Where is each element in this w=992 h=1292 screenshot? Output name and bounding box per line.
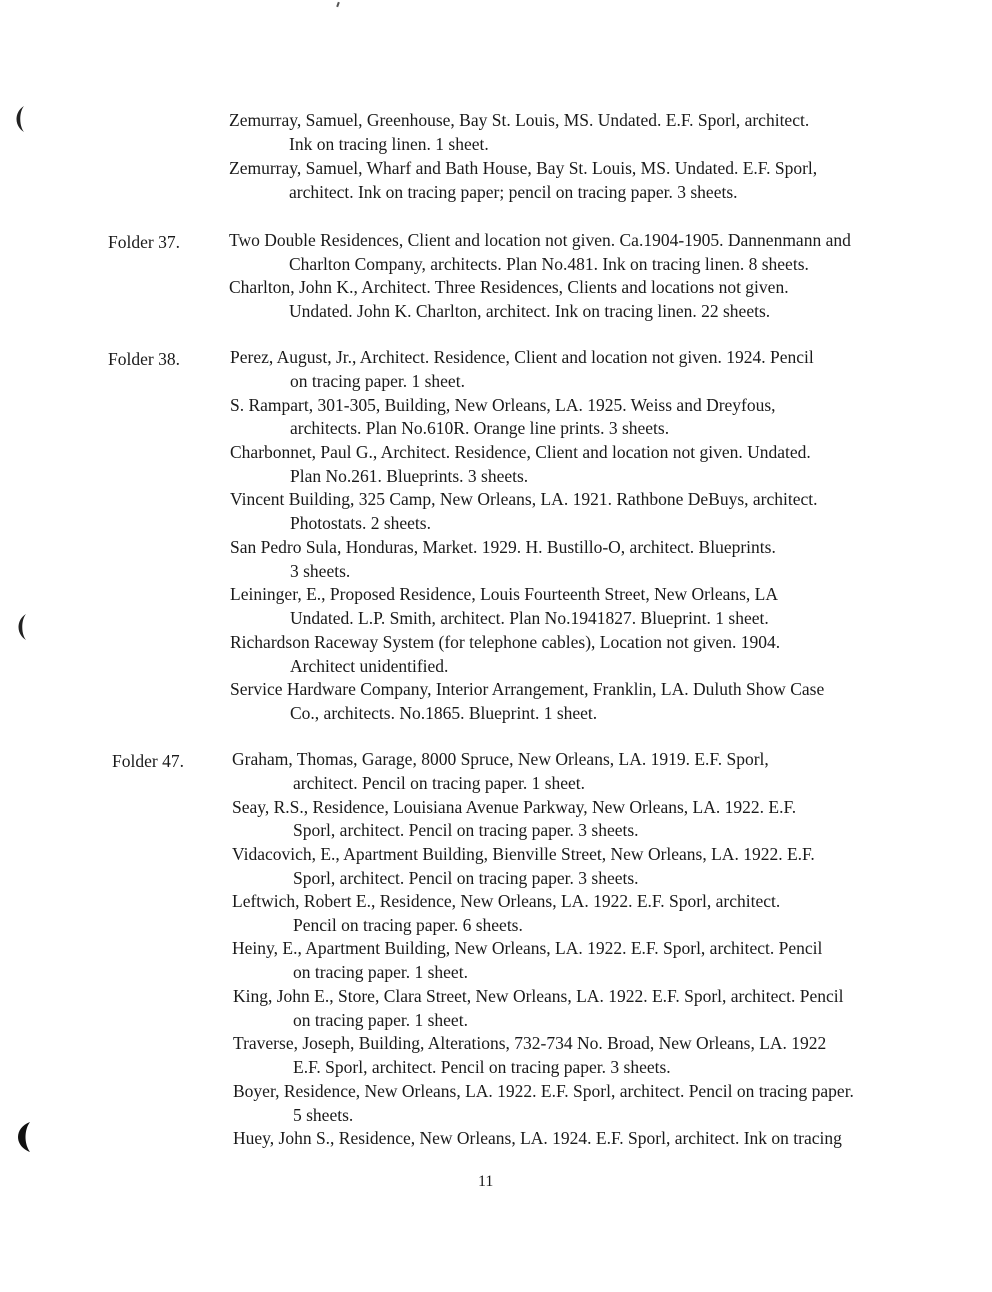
- entry-line: Charlton, John K., Architect. Three Residences, Clients and locations not given.: [229, 277, 789, 297]
- entry-line: Two Double Residences, Client and location not given. Ca.1904-1905. Dannenmann and: [229, 230, 851, 250]
- entry-line: Sporl, architect. Pencil on tracing paper. 3 sheets.: [293, 868, 639, 888]
- entry-line: Undated. John K. Charlton, architect. Ink on tracing linen. 22 sheets.: [289, 301, 771, 321]
- entry-line: Pencil on tracing paper. 6 sheets.: [293, 915, 523, 935]
- entry-line: Huey, John S., Residence, New Orleans, LA. 1924. E.F. Sporl, architect. Ink on tracing: [233, 1128, 842, 1148]
- punch-hole-mark-top: [10, 104, 28, 134]
- entry-line: on tracing paper. 1 sheet.: [290, 371, 465, 391]
- entry-line: Vincent Building, 325 Camp, New Orleans, LA. 1921. Rathbone DeBuys, architect.: [230, 489, 818, 509]
- entry-line: Heiny, E., Apartment Building, New Orleans, LA. 1922. E.F. Sporl, architect. Pencil: [232, 938, 823, 958]
- page-number: 11: [478, 1173, 494, 1190]
- entry-line: Traverse, Joseph, Building, Alterations, 732-734 No. Broad, New Orleans, LA. 1922: [233, 1033, 827, 1053]
- entry-line: on tracing paper. 1 sheet.: [293, 1010, 468, 1030]
- entry-line: Richardson Raceway System (for telephone cables), Location not given. 1904.: [230, 632, 781, 652]
- entry-line: Vidacovich, E., Apartment Building, Bienville Street, New Orleans, LA. 1922. E.F.: [232, 844, 815, 864]
- entry-line: E.F. Sporl, architect. Pencil on tracing paper. 3 sheets.: [293, 1057, 671, 1077]
- entry-line: Charlton Company, architects. Plan No.481. Ink on tracing linen. 8 sheets.: [289, 254, 809, 274]
- entry-line: Photostats. 2 sheets.: [290, 513, 431, 533]
- entry-line: Ink on tracing linen. 1 sheet.: [289, 134, 489, 154]
- entry-line: architect. Ink on tracing paper; pencil on tracing paper. 3 sheets.: [289, 182, 738, 202]
- entry-line: Zemurray, Samuel, Greenhouse, Bay St. Louis, MS. Undated. E.F. Sporl, architect.: [229, 110, 810, 130]
- entry-line: Leininger, E., Proposed Residence, Louis Fourteenth Street, New Orleans, LA: [230, 584, 778, 604]
- entry-line: Seay, R.S., Residence, Louisiana Avenue Parkway, New Orleans, LA. 1922. E.F.: [232, 797, 797, 817]
- entry-line: Graham, Thomas, Garage, 8000 Spruce, New Orleans, LA. 1919. E.F. Sporl,: [232, 749, 769, 769]
- entry-line: S. Rampart, 301-305, Building, New Orleans, LA. 1925. Weiss and Dreyfous,: [230, 395, 776, 415]
- entry-line: architect. Pencil on tracing paper. 1 sheet.: [293, 773, 586, 793]
- scan-speck: [336, 2, 340, 7]
- entry-line: Perez, August, Jr., Architect. Residence, Client and location not given. 1924. Pencil: [230, 347, 814, 367]
- entry-line: 5 sheets.: [293, 1105, 354, 1125]
- entry-line: Plan No.261. Blueprints. 3 sheets.: [290, 466, 529, 486]
- entry-line: Boyer, Residence, New Orleans, LA. 1922. E.F. Sporl, architect. Pencil on tracing paper.: [233, 1081, 854, 1101]
- entry-line: San Pedro Sula, Honduras, Market. 1929. H. Bustillo-O, architect. Blueprints.: [230, 537, 776, 557]
- entry-line: Sporl, architect. Pencil on tracing paper. 3 sheets.: [293, 820, 639, 840]
- entry-line: on tracing paper. 1 sheet.: [293, 962, 468, 982]
- entry-line: architects. Plan No.610R. Orange line prints. 3 sheets.: [290, 418, 670, 438]
- entry-line: Leftwich, Robert E., Residence, New Orleans, LA. 1922. E.F. Sporl, architect.: [232, 891, 781, 911]
- entry-line: King, John E., Store, Clara Street, New Orleans, LA. 1922. E.F. Sporl, architect. Pencil: [233, 986, 844, 1006]
- entry-line: Co., architects. No.1865. Blueprint. 1 sheet.: [290, 703, 598, 723]
- entry-line: Charbonnet, Paul G., Architect. Residence, Client and location not given. Undated.: [230, 442, 811, 462]
- entry-line: Service Hardware Company, Interior Arrangement, Franklin, LA. Duluth Show Case: [230, 679, 825, 699]
- punch-hole-mark-bottom: [12, 1120, 34, 1154]
- punch-hole-mark-middle: [12, 612, 30, 642]
- entry-line: Architect unidentified.: [290, 656, 449, 676]
- folder-label: Folder 47.: [112, 751, 184, 771]
- entry-line: 3 sheets.: [290, 561, 351, 581]
- entry-line: Undated. L.P. Smith, architect. Plan No.1941827. Blueprint. 1 sheet.: [290, 608, 769, 628]
- folder-label: Folder 37.: [108, 232, 180, 252]
- entry-line: Zemurray, Samuel, Wharf and Bath House, Bay St. Louis, MS. Undated. E.F. Sporl,: [229, 158, 818, 178]
- folder-label: Folder 38.: [108, 349, 180, 369]
